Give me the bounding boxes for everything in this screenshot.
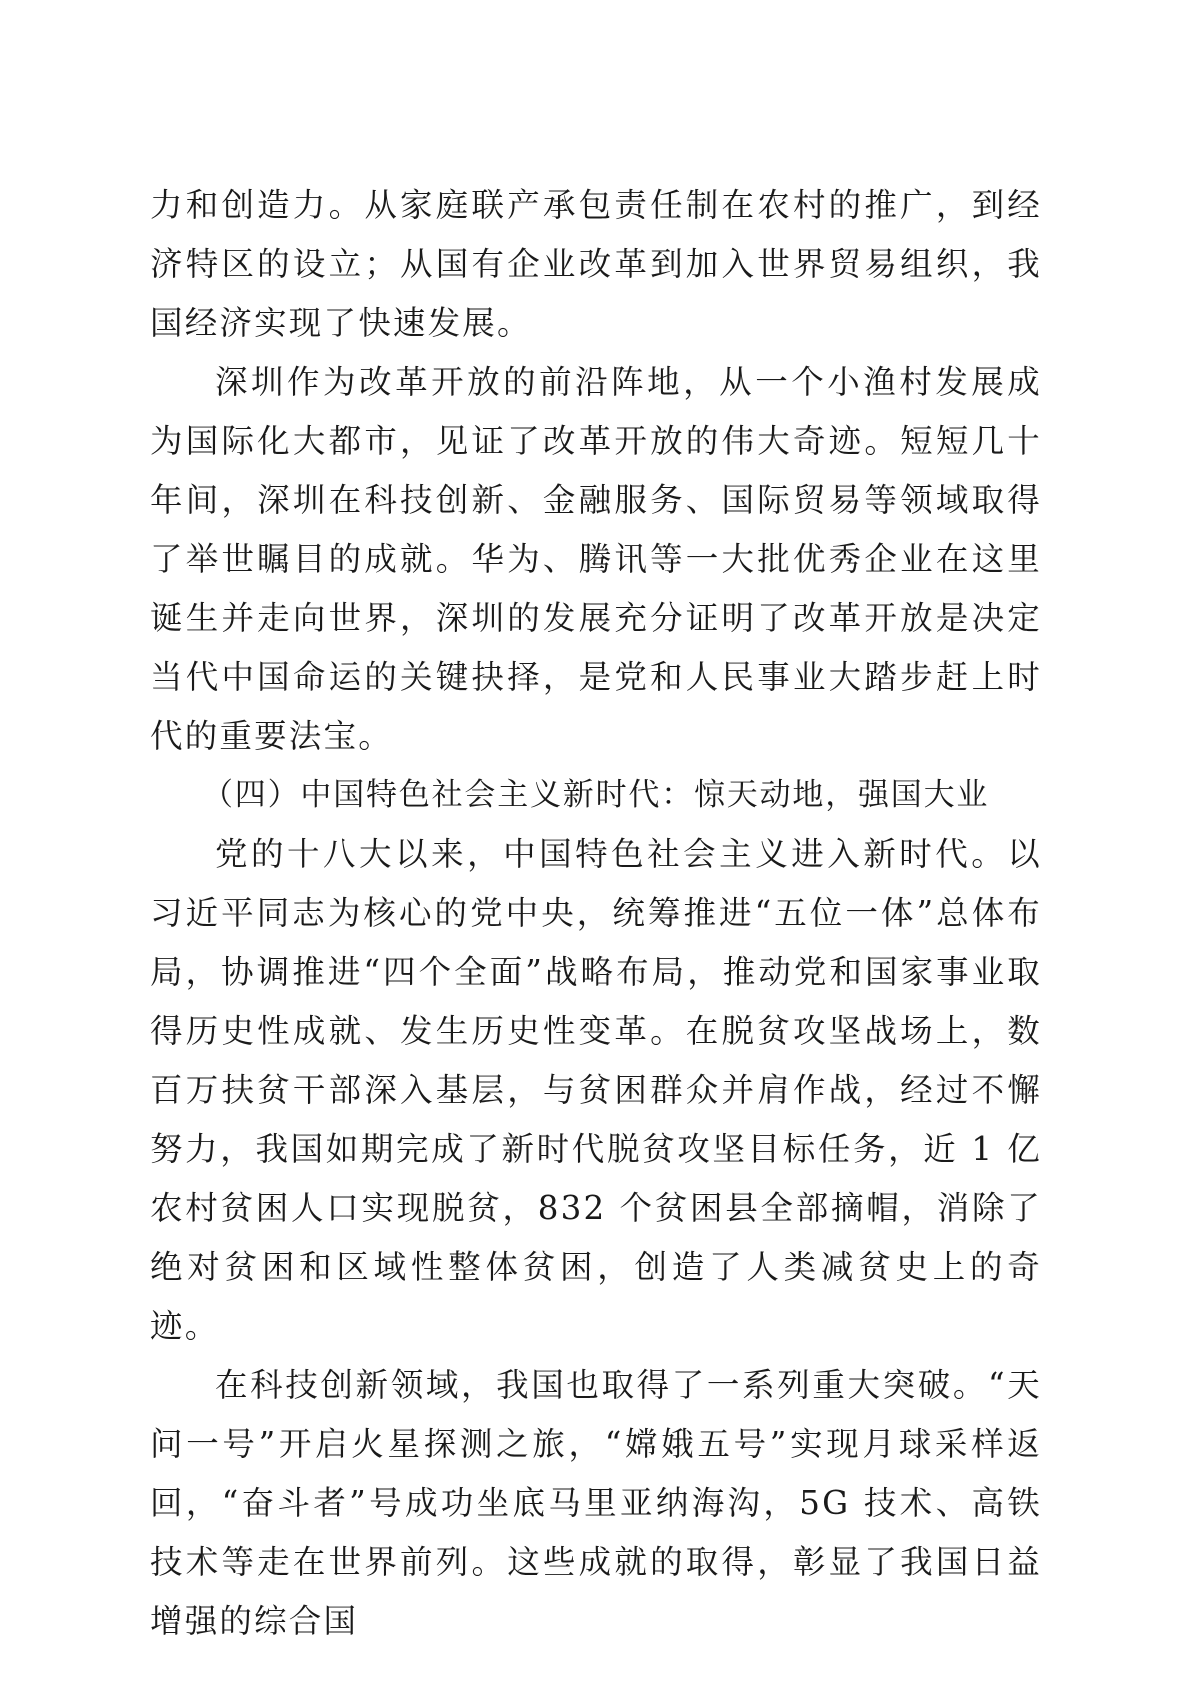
section-heading: （四）中国特色社会主义新时代：惊天动地，强国大业 <box>202 777 990 813</box>
body-paragraph: 在科技创新领域，我国也取得了一系列重大突破。“天问一号”开启火星探测之旅，“嫦娥五号”实现月球采样返回，“奋斗者”号成功坐底马里亚纳海沟，5G 技术、高铁技术等走在世界前列。这些成就的取得，彰显了我国日益增强的综合国 <box>150 1366 1042 1640</box>
body-paragraph: 党的十八大以来，中国特色社会主义进入新时代。以习近平同志为核心的党中央，统筹推进“五位一体”总体布局，协调推进“四个全面”战略布局，推动党和国家事业取得历史性成就、发生历史性变革。在脱贫攻坚战场上，数百万扶贫干部深入基层，与贫困群众并肩作战，经过不懈努力，我国如期完成了新时代脱贫攻坚目标任务，近 1 亿农村贫困人口实现脱贫，832 个贫困县全部摘帽，消除了绝对贫困和区域性整体贫困，创造了人类减贫史上的奇迹。 <box>150 835 1042 1345</box>
body-paragraph: 深圳作为改革开放的前沿阵地，从一个小渔村发展成为国际化大都市，见证了改革开放的伟大奇迹。短短几十年间，深圳在科技创新、金融服务、国际贸易等领域取得了举世瞩目的成就。华为、腾讯等一大批优秀企业在这里诞生并走向世界，深圳的发展充分证明了改革开放是决定当代中国命运的关键抉择，是党和人民事业大踏步赶上时代的重要法宝。 <box>150 363 1042 755</box>
body-paragraph: 力和创造力。从家庭联产承包责任制在农村的推广，到经济特区的设立；从国有企业改革到加入世界贸易组织，我国经济实现了快速发展。 <box>150 186 1042 342</box>
document-body <box>150 176 1042 1651</box>
